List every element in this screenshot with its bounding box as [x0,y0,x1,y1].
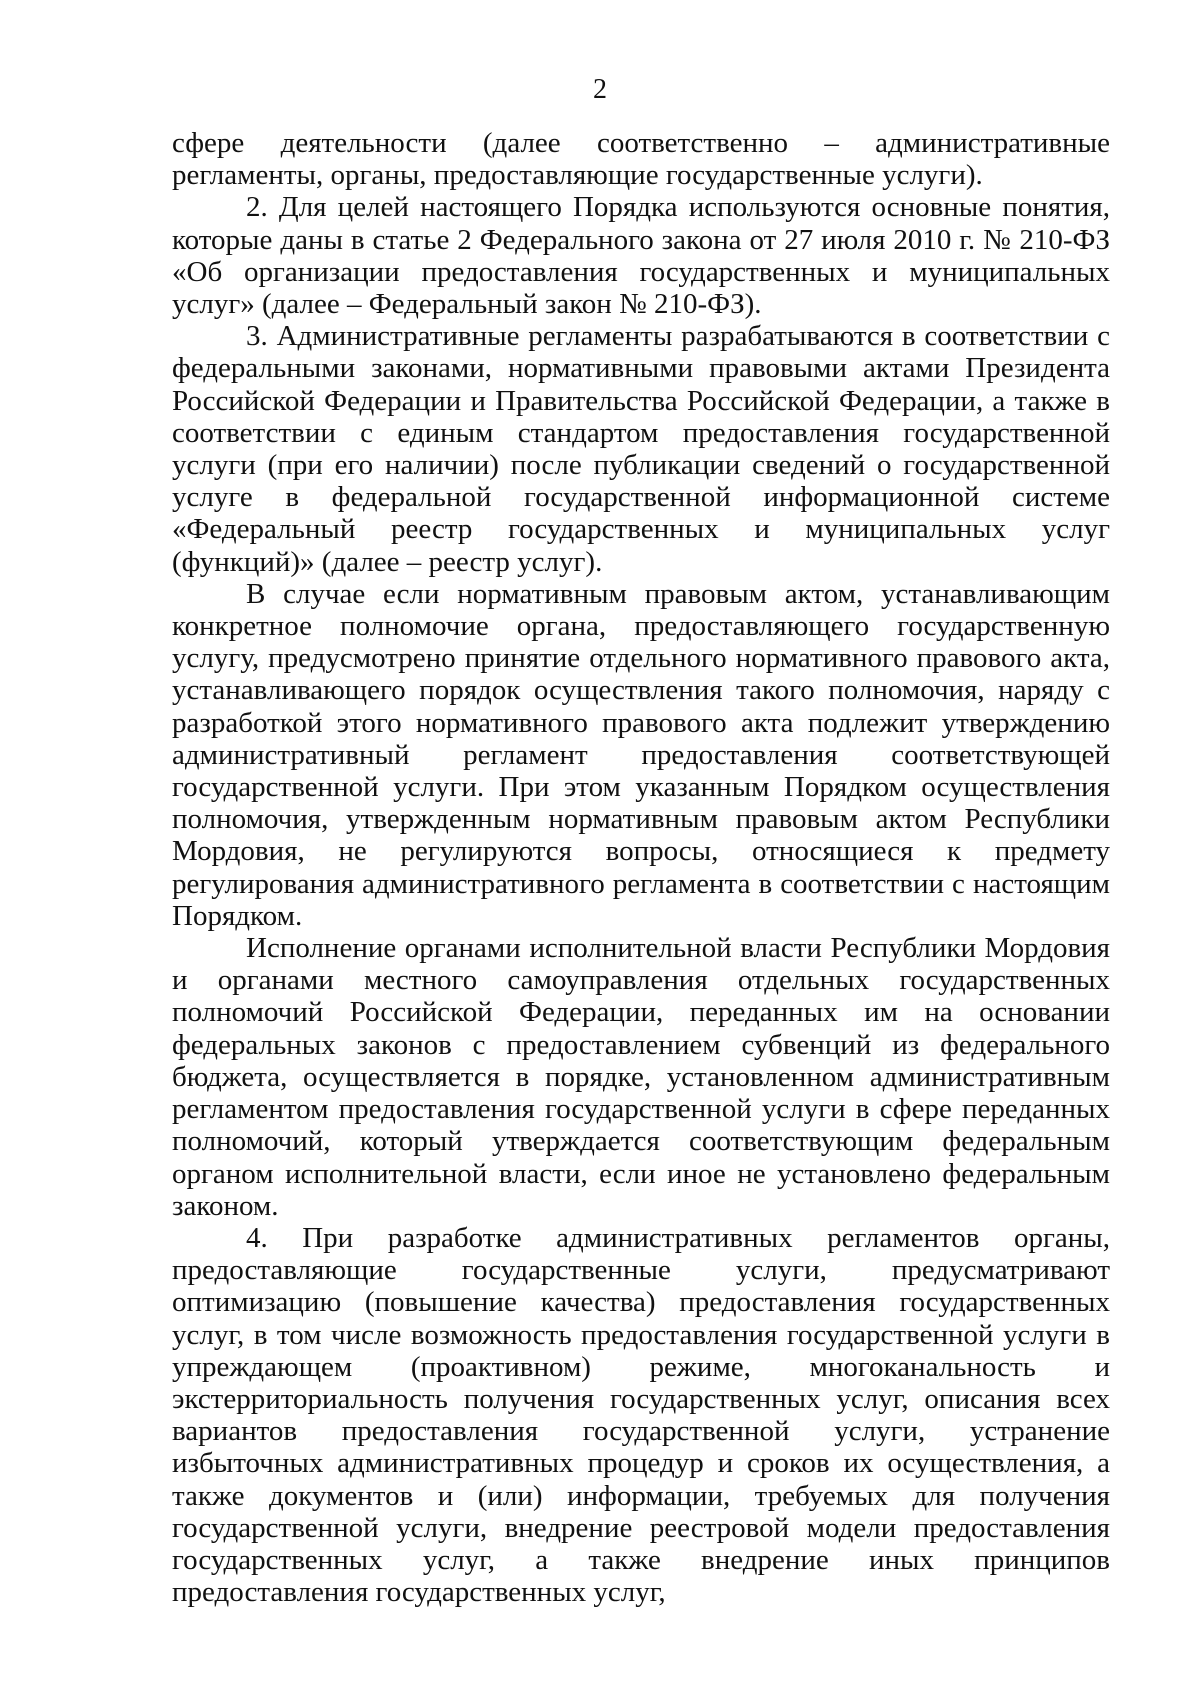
paragraph-item-3-case: В случае если нормативным правовым актом, устанавливающим конкретное полномочие органа, предоставляющего государственную услугу, предусмотрено принятие отдельного нормативного правового акта, устанавливающего порядок осуществления такого полномочия, наряду с разработкой этого нормативного правового акта подлежит утверждению административный регламент предоставления соответствующей государственной услуги. При этом указанным Порядком осуществления полномочия, утвержденным нормативным правовым актом Республики Мордовия, не регулируются вопросы, относящиеся к предмету регулирования административного регламента в соответствии с настоящим Порядком. [172,577,1110,932]
paragraph-item-2: 2. Для целей настоящего Порядка используются основные понятия, которые даны в статье 2 Федерального закона от 27 июля 2010 г. № 210-ФЗ «Об организации предоставления государственных и муниципальных услуг» (далее – Федеральный закон № 210-ФЗ). [172,191,1110,321]
document-body [172,127,1110,1608]
paragraph-item-3-execution: Исполнение органами исполнительной власти Республики Мордовия и органами местного самоуправления отдельных государственных полномочий Российской Федерации, переданных им на основании федеральных законов с предоставлением субвенций из федерального бюджета, осуществляется в порядке, установленном административным регламентом предоставления государственной услуги в сфере переданных полномочий, который утверждается соответствующим федеральным органом исполнительной власти, если иное не установлено федеральным законом. [172,932,1110,1222]
page-number: 2 [593,74,607,105]
paragraph-item-3: 3. Административные регламенты разрабатываются в соответствии с федеральными законами, нормативными правовыми актами Президента Российской Федерации и Правительства Российской Федерации, а также в соответствии с единым стандартом предоставления государственной услуги (при его наличии) после публикации сведений о государственной услуге в федеральной государственной информационной системе «Федеральный реестр государственных и муниципальных услуг (функций)» (далее – реестр услуг). [172,320,1110,578]
paragraph-continuation: сфере деятельности (далее соответственно – административные регламенты, органы, предоставляющие государственные услуги). [172,127,1110,192]
paragraph-item-4: 4. При разработке административных регламентов органы, предоставляющие государственные услуги, предусматривают оптимизацию (повышение качества) предоставления государственных услуг, в том числе возможность предоставления государственной услуги в упреждающем (проактивном) режиме, многоканальность и экстерриториальность получения государственных услуг, описания всех вариантов предоставления государственной услуги, устранение избыточных административных процедур и сроков их осуществления, а также документов и (или) информации, требуемых для получения государственной услуги, внедрение реестровой модели предоставления государственных услуг, а также внедрение иных принципов предоставления государственных услуг, [172,1221,1110,1609]
